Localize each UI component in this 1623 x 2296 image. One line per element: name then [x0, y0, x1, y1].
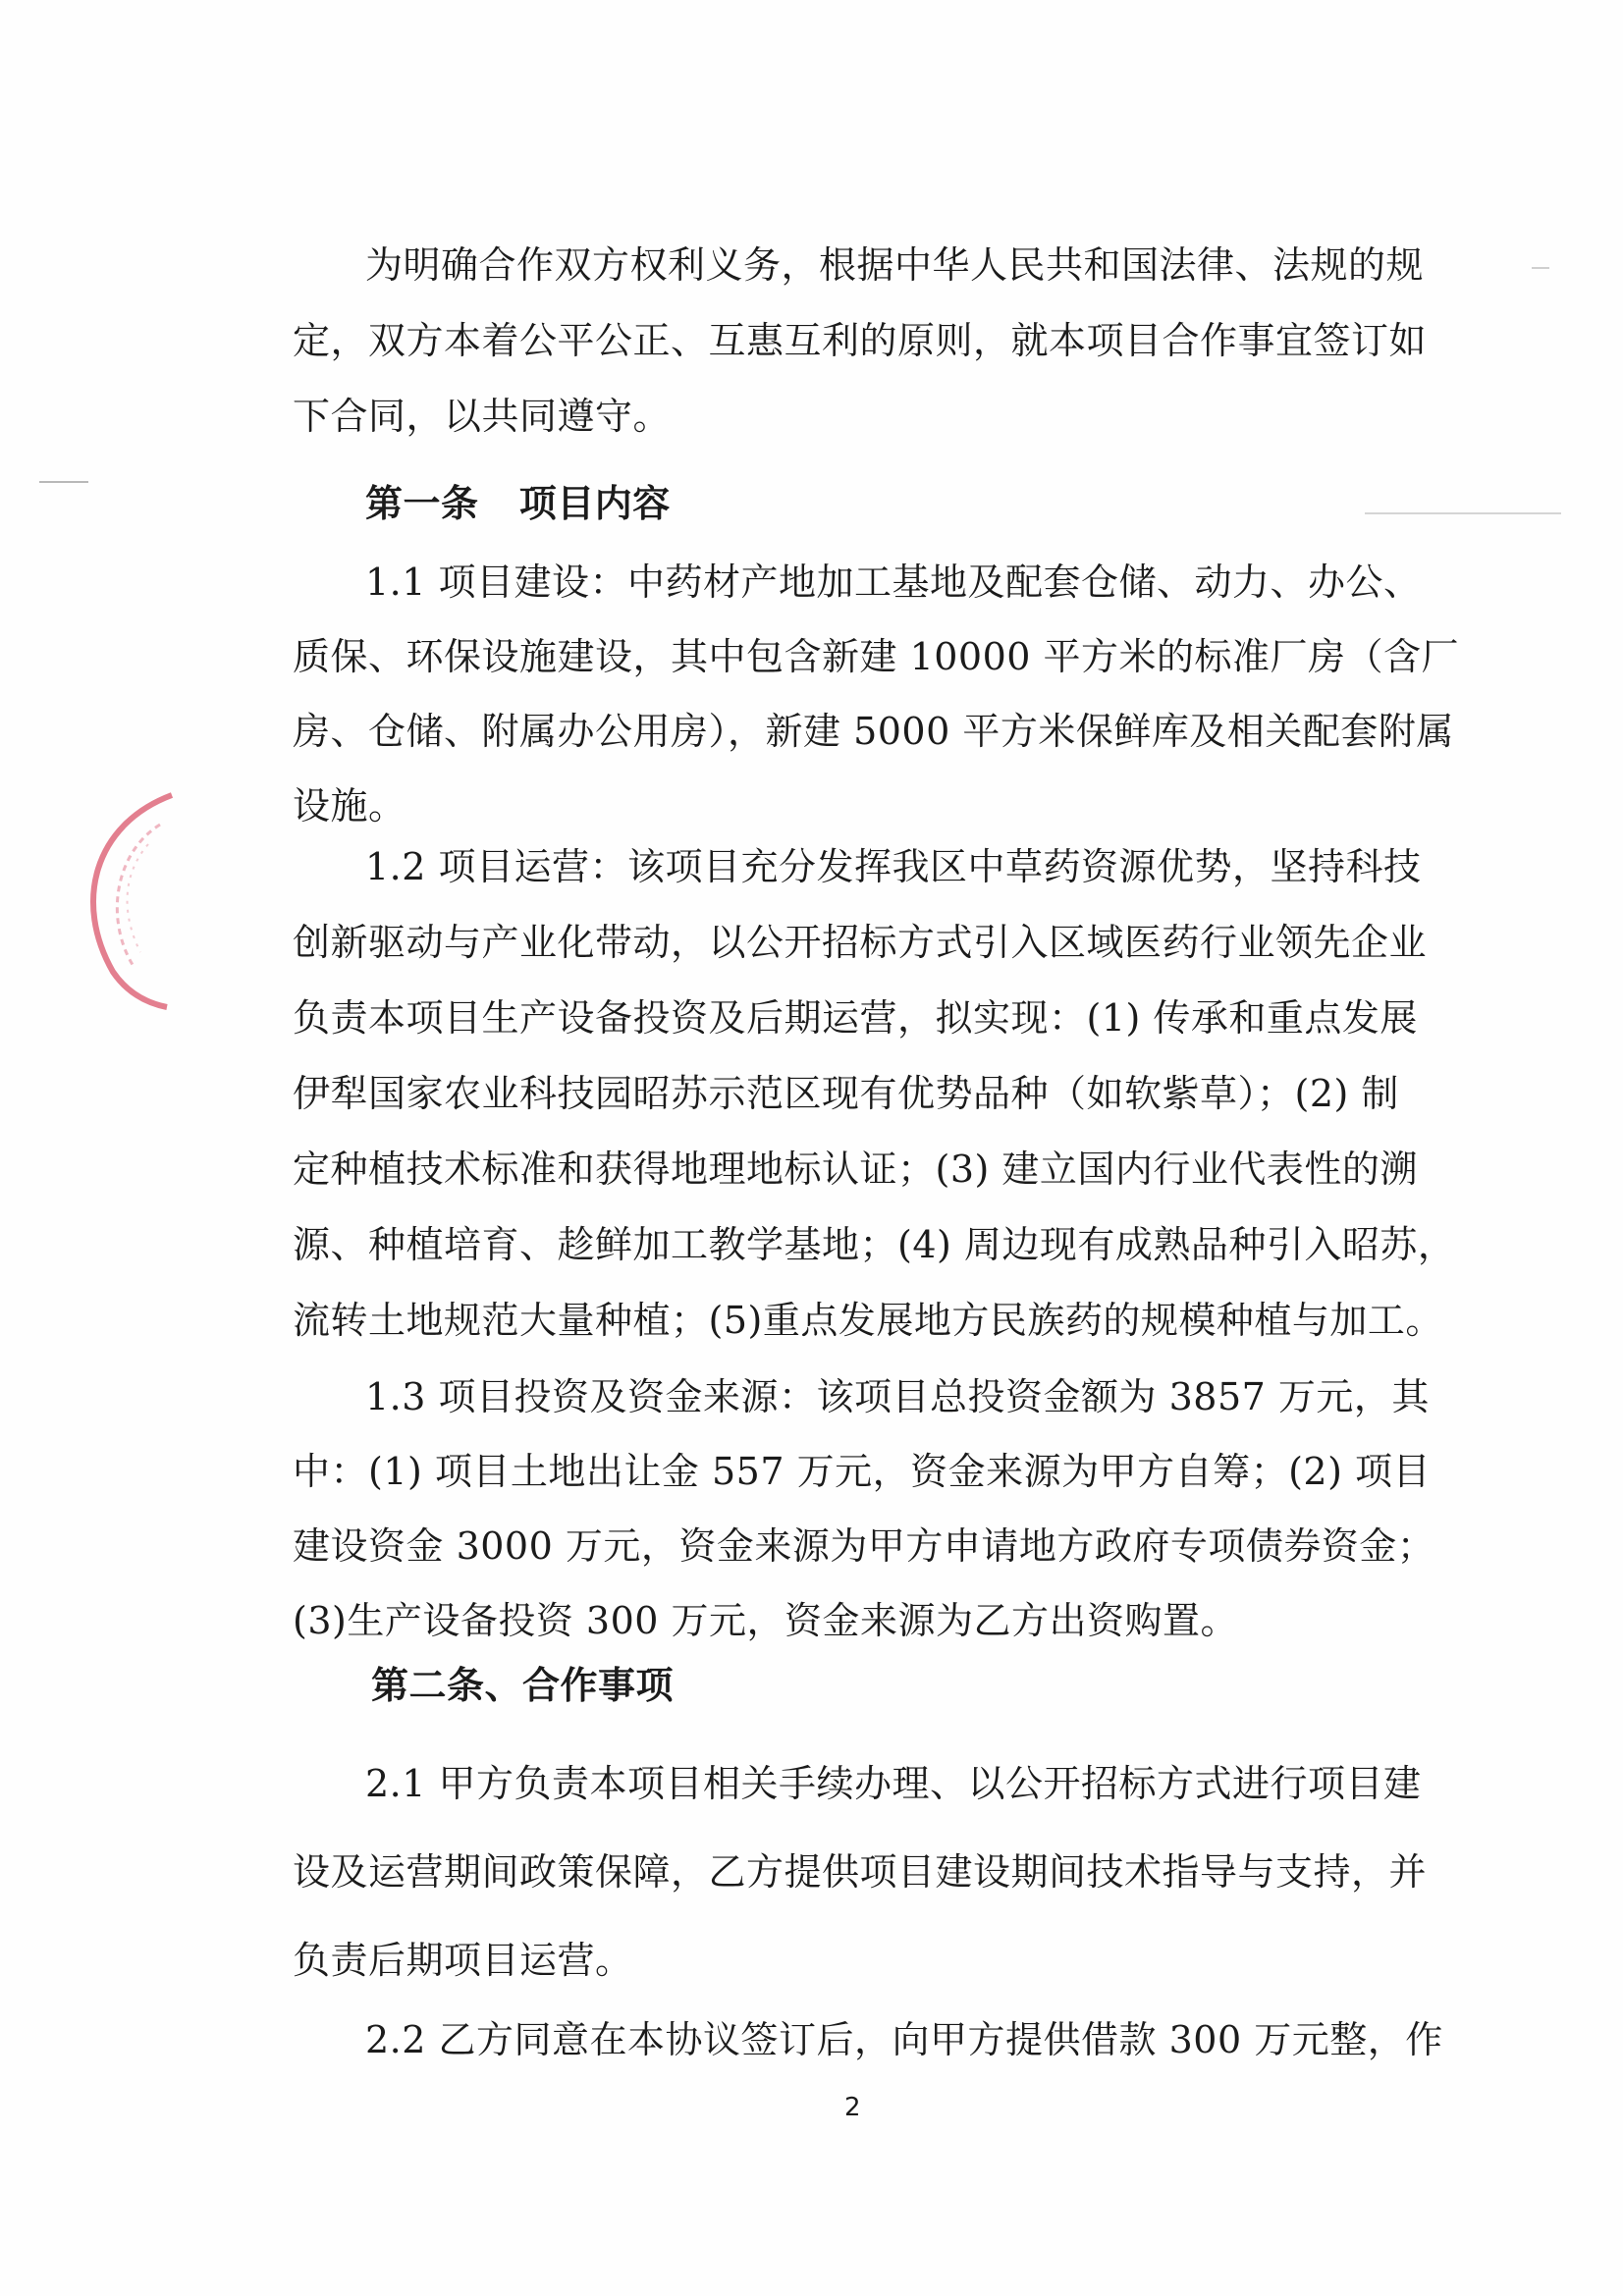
scan-artifact — [1532, 267, 1549, 269]
section-1-3 — [293, 1360, 1435, 1658]
text-line: 设及运营期间政策保障，乙方提供项目建设期间技术指导与支持，并 — [293, 1850, 1428, 1894]
text-line: 为明确合作双方权利义务，根据中华人民共和国法律、法规的规 — [365, 243, 1425, 287]
text-line: 负责后期项目运营。 — [293, 1939, 633, 1982]
text-line: 流转土地规范大量种植；(5)重点发展地方民族药的规模种植与加工。 — [293, 1299, 1443, 1342]
section-1-1 — [293, 545, 1460, 843]
article-1-heading: 第一条 项目内容 — [365, 481, 671, 525]
text-line: 1.2 项目运营：该项目充分发挥我区中草药资源优势，坚持科技 — [365, 845, 1422, 888]
text-line: 2.1 甲方负责本项目相关手续办理、以公开招标方式进行项目建 — [365, 1762, 1422, 1805]
text-line: 建设资金 3000 万元，资金来源为甲方申请地方政府专项债券资金； — [293, 1524, 1435, 1568]
text-line: (3)生产设备投资 300 万元，资金来源为乙方出资购置。 — [293, 1599, 1239, 1642]
intro-paragraph — [293, 228, 1428, 454]
text-line: 中：(1) 项目土地出让金 557 万元，资金来源为甲方自筹；(2) 项目 — [293, 1450, 1432, 1493]
section-2-1 — [293, 1739, 1428, 2004]
text-line: 伊犁国家农业科技园昭苏示范区现有优势品种（如软紫草）；(2) 制 — [293, 1072, 1399, 1115]
text-line: 下合同，以共同遵守。 — [293, 395, 672, 438]
section-2-2 — [293, 2013, 1443, 2066]
text-line: 定种植技术标准和获得地理地标认证；(3) 建立国内行业代表性的溯 — [293, 1148, 1418, 1191]
text-line: 1.3 项目投资及资金来源：该项目总投资金额为 3857 万元，其 — [365, 1375, 1430, 1418]
text-line: 创新驱动与产业化带动，以公开招标方式引入区域医药行业领先企业 — [293, 921, 1428, 964]
text-line: 2.2 乙方同意在本协议签订后，向甲方提供借款 300 万元整，作 — [365, 2018, 1443, 2061]
page-number: 2 — [844, 2093, 861, 2122]
text-line: 1.1 项目建设：中药材产地加工基地及配套仓储、动力、办公、 — [365, 561, 1422, 604]
text-line: 质保、环保设施建设，其中包含新建 10000 平方米的标准厂房（含厂 — [293, 635, 1460, 678]
text-line: 房、仓储、附属办公用房），新建 5000 平方米保鲜库及相关配套附属 — [293, 710, 1454, 753]
text-line: 源、种植培育、趁鲜加工教学基地；(4) 周边现有成熟品种引入昭苏， — [293, 1223, 1456, 1266]
text-line: 定，双方本着公平公正、互惠互利的原则，就本项目合作事宜签订如 — [293, 319, 1428, 362]
text-line: 负责本项目生产设备投资及后期运营，拟实现：(1) 传承和重点发展 — [293, 996, 1418, 1040]
scan-artifact — [39, 481, 88, 483]
text-line: 设施。 — [293, 784, 406, 828]
section-1-2 — [293, 829, 1456, 1359]
red-seal-stamp-icon — [54, 785, 182, 1011]
article-2-heading: 第二条、合作事项 — [371, 1663, 675, 1707]
